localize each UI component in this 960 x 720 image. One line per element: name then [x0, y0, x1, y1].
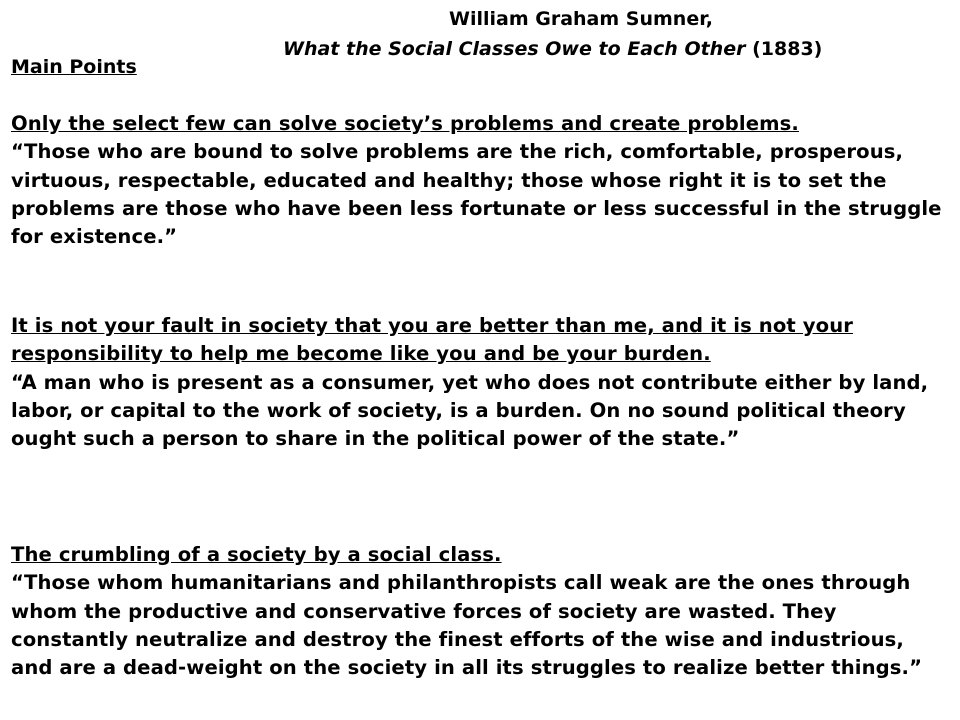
- main-point-3: [11, 541, 951, 682]
- point-quote: “A man who is present as a consumer, yet who does not contribute either by land, labor, or capital to the work of society, is a burden. On no sound political theory ought such a person to share in the political power of the state.”: [11, 370, 929, 451]
- point-heading: The crumbling of a society by a social class.: [11, 543, 502, 566]
- point-heading: It is not your fault in society that you are better than me, and it is not your responsibility to help me become like you and be your burden.: [11, 314, 854, 366]
- main-point-1: [11, 110, 951, 251]
- work-title: What the Social Classes Owe to Each Other: [283, 38, 746, 60]
- publication-year: (1883): [752, 38, 823, 60]
- point-heading: Only the select few can solve society’s problems and create problems.: [11, 112, 799, 135]
- main-point-2: [11, 312, 951, 453]
- point-quote: “Those whom humanitarians and philanthropists call weak are the ones through whom the productive and conservative forces of society are wasted. They constantly neutralize and destroy the finest efforts of the wise and industrious, and are a dead-weight on the society in all its struggles to realize better things.”: [11, 571, 923, 680]
- author-name: William Graham Sumner,: [449, 8, 714, 30]
- section-label: Main Points: [11, 56, 137, 78]
- work-citation: [283, 36, 822, 63]
- point-quote: “Those who are bound to solve problems are the rich, comfortable, prosperous, virtuous, respectable, educated and healthy; those whose right it is to set the problems are those who have been less fortunate or less successful in the struggle for existence.”: [11, 140, 942, 249]
